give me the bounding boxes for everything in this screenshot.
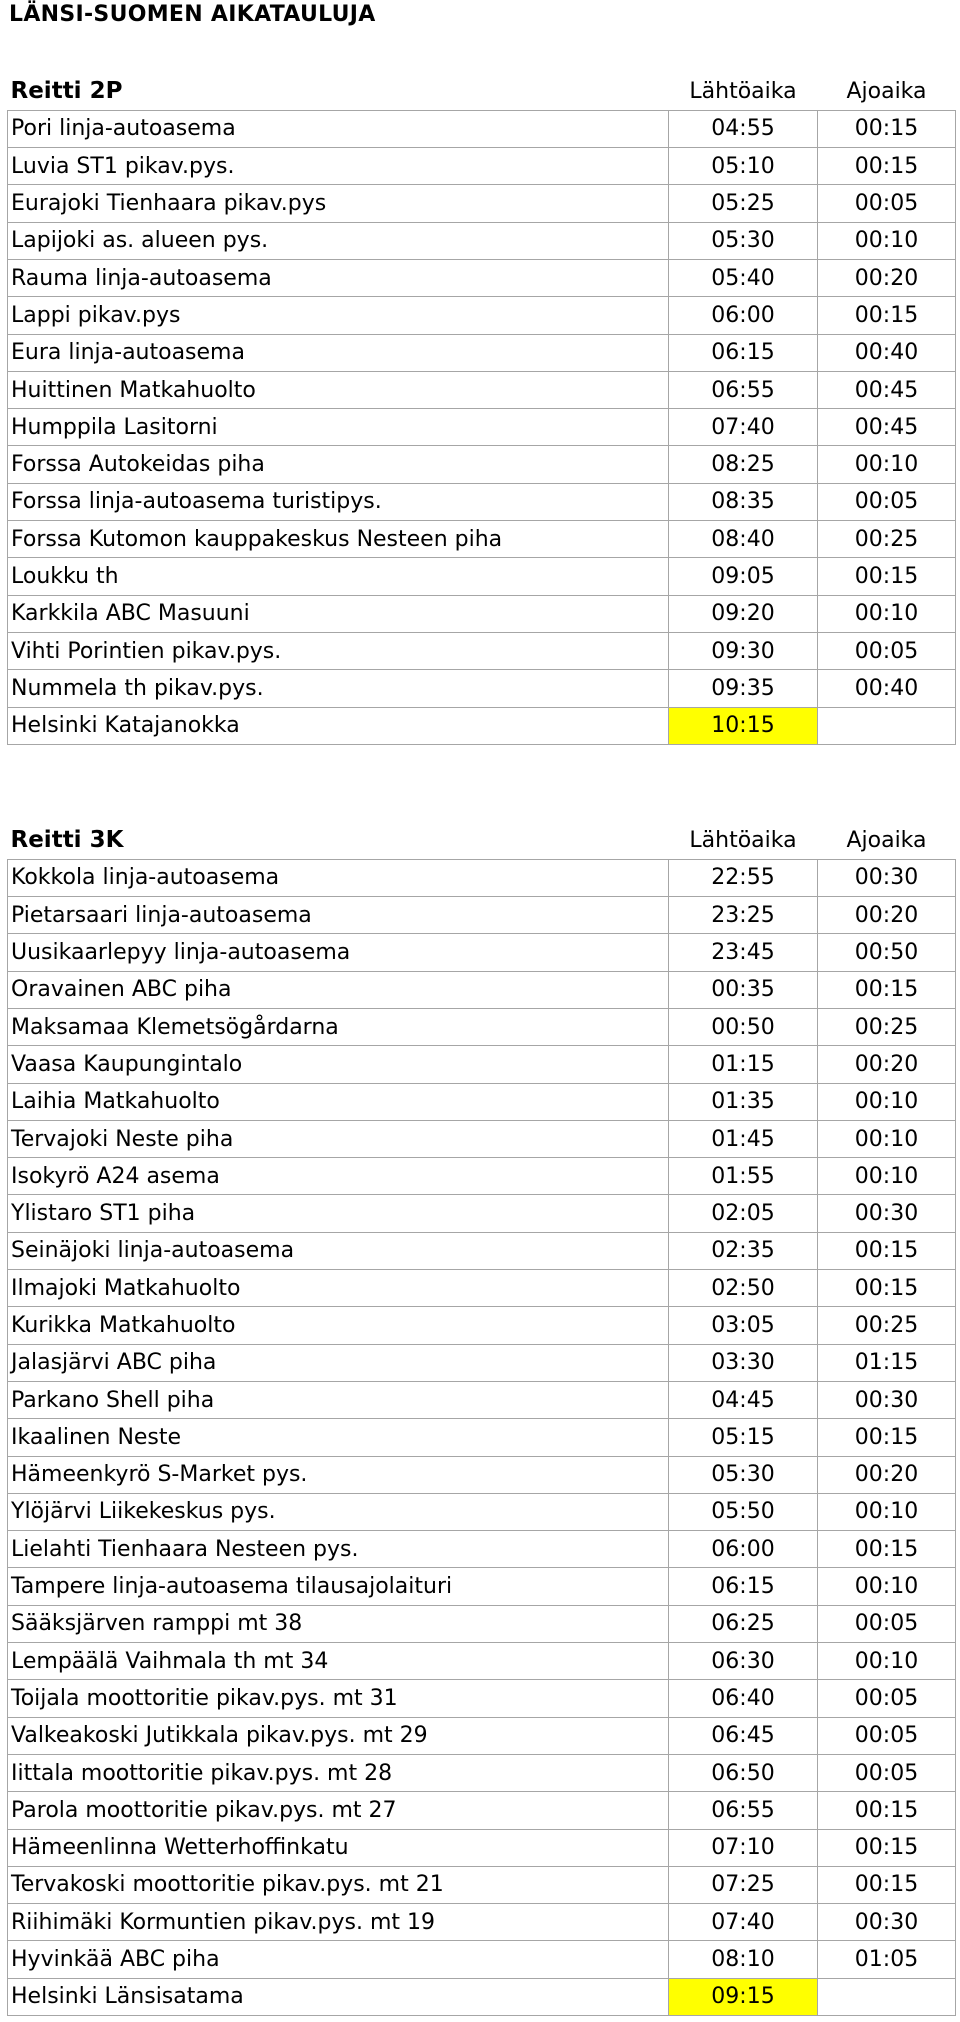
stop-name: Sääksjärven ramppi mt 38 (8, 1605, 669, 1642)
departure-time-header: Lähtöaika (689, 827, 797, 853)
travel-time: 00:15 (818, 1270, 956, 1307)
stop-name: Ylöjärvi Liikekeskus pys. (8, 1493, 669, 1530)
departure-time: 05:30 (669, 1456, 818, 1493)
table-row (8, 446, 956, 483)
departure-time: 04:45 (669, 1381, 818, 1418)
table-row (8, 259, 956, 296)
departure-time: 01:15 (669, 1046, 818, 1083)
stop-name: Lappi pikav.pys (8, 297, 669, 334)
departure-time: 23:25 (669, 897, 818, 934)
stop-name: Forssa Autokeidas piha (8, 446, 669, 483)
departure-time: 06:55 (669, 1792, 818, 1829)
stop-name: Huittinen Matkahuolto (8, 371, 669, 408)
travel-time: 00:10 (818, 1120, 956, 1157)
table-row (8, 1456, 956, 1493)
stop-name: Ikaalinen Neste (8, 1419, 669, 1456)
travel-time: 00:40 (818, 670, 956, 707)
stop-name: Nummela th pikav.pys. (8, 670, 669, 707)
table-row (8, 521, 956, 558)
travel-time: 00:05 (818, 1605, 956, 1642)
table-row (8, 185, 956, 222)
route-name: Reitti 3K (10, 827, 124, 854)
stop-name: Pietarsaari linja-autoasema (8, 897, 669, 934)
table-row (8, 558, 956, 595)
departure-time: 07:40 (669, 409, 818, 446)
departure-time: 07:10 (669, 1829, 818, 1866)
travel-time-header: Ajoaika (846, 827, 927, 853)
travel-time: 00:15 (818, 1419, 956, 1456)
table-row (8, 1493, 956, 1530)
travel-time: 00:10 (818, 446, 956, 483)
table-row (8, 595, 956, 632)
travel-time: 00:20 (818, 259, 956, 296)
table-row (8, 1195, 956, 1232)
departure-time: 08:35 (669, 483, 818, 520)
departure-time-header: Lähtöaika (689, 78, 797, 104)
travel-time: 01:05 (818, 1941, 956, 1978)
travel-time: 00:40 (818, 334, 956, 371)
stop-name: Valkeakoski Jutikkala pikav.pys. mt 29 (8, 1717, 669, 1754)
stop-name: Pori linja-autoasema (8, 110, 669, 147)
stop-name: Laihia Matkahuolto (8, 1083, 669, 1120)
departure-time: 23:45 (669, 934, 818, 971)
table-row (8, 483, 956, 520)
table-row (8, 1158, 956, 1195)
departure-time: 08:40 (669, 521, 818, 558)
table-row (8, 1941, 956, 1978)
table-row (8, 1531, 956, 1568)
table-row (8, 110, 956, 147)
departure-time: 01:45 (669, 1120, 818, 1157)
table-row (8, 707, 956, 744)
departure-time: 09:35 (669, 670, 818, 707)
departure-time: 06:00 (669, 297, 818, 334)
travel-time: 00:15 (818, 110, 956, 147)
stop-name: Loukku th (8, 558, 669, 595)
departure-time: 08:10 (669, 1941, 818, 1978)
route-name: Reitti 2P (10, 78, 123, 105)
departure-time: 06:15 (669, 334, 818, 371)
stop-name: Kurikka Matkahuolto (8, 1307, 669, 1344)
timetable (7, 822, 956, 2016)
table-row (8, 371, 956, 408)
table-row (8, 971, 956, 1008)
stop-name: Helsinki Länsisatama (8, 1978, 669, 2015)
table-row (8, 334, 956, 371)
travel-time: 00:50 (818, 934, 956, 971)
stop-name: Isokyrö A24 asema (8, 1158, 669, 1195)
departure-time: 09:05 (669, 558, 818, 595)
table-row (8, 1232, 956, 1269)
table-row (8, 670, 956, 707)
stop-name: Helsinki Katajanokka (8, 707, 669, 744)
travel-time: 00:30 (818, 1904, 956, 1941)
stop-name: Parkano Shell piha (8, 1381, 669, 1418)
departure-time: 10:15 (669, 707, 818, 744)
travel-time: 00:05 (818, 1754, 956, 1791)
departure-time: 05:15 (669, 1419, 818, 1456)
travel-time: 00:05 (818, 483, 956, 520)
travel-time: 00:10 (818, 1568, 956, 1605)
travel-time: 00:15 (818, 1829, 956, 1866)
stop-name: Hyvinkää ABC piha (8, 1941, 669, 1978)
stop-name: Maksamaa Klemetsögårdarna (8, 1008, 669, 1045)
travel-time: 00:15 (818, 1232, 956, 1269)
stop-name: Karkkila ABC Masuuni (8, 595, 669, 632)
departure-time: 09:30 (669, 632, 818, 669)
table-row (8, 1008, 956, 1045)
table-row (8, 1568, 956, 1605)
departure-time: 22:55 (669, 859, 818, 896)
stop-name: Ilmajoki Matkahuolto (8, 1270, 669, 1307)
travel-time: 00:10 (818, 222, 956, 259)
table-row (8, 1270, 956, 1307)
travel-time: 00:15 (818, 297, 956, 334)
timetable (7, 73, 956, 745)
travel-time: 00:15 (818, 1531, 956, 1568)
table-row (8, 1344, 956, 1381)
table-row (8, 1083, 956, 1120)
table-row (8, 1754, 956, 1791)
departure-time: 02:35 (669, 1232, 818, 1269)
stop-name: Hämeenlinna Wetterhoffinkatu (8, 1829, 669, 1866)
table-row (8, 1120, 956, 1157)
stop-name: Tervajoki Neste piha (8, 1120, 669, 1157)
departure-time: 05:10 (669, 148, 818, 185)
travel-time: 00:25 (818, 1008, 956, 1045)
departure-time: 06:40 (669, 1680, 818, 1717)
departure-time: 06:45 (669, 1717, 818, 1754)
departure-time: 06:55 (669, 371, 818, 408)
travel-time: 00:30 (818, 1195, 956, 1232)
departure-time: 06:00 (669, 1531, 818, 1568)
table-row (8, 297, 956, 334)
travel-time: 00:20 (818, 897, 956, 934)
table-header-row (8, 73, 956, 110)
travel-time: 00:10 (818, 1493, 956, 1530)
travel-time: 00:15 (818, 1792, 956, 1829)
table-row (8, 1605, 956, 1642)
stop-name: Lempäälä Vaihmala th mt 34 (8, 1643, 669, 1680)
stop-name: Forssa Kutomon kauppakeskus Nesteen piha (8, 521, 669, 558)
table-row (8, 222, 956, 259)
table-row (8, 1643, 956, 1680)
table-row (8, 1904, 956, 1941)
stop-name: Eurajoki Tienhaara pikav.pys (8, 185, 669, 222)
departure-time: 00:35 (669, 971, 818, 1008)
departure-time: 02:05 (669, 1195, 818, 1232)
table-row (8, 1717, 956, 1754)
stop-name: Iittala moottoritie pikav.pys. mt 28 (8, 1754, 669, 1791)
stop-name: Seinäjoki linja-autoasema (8, 1232, 669, 1269)
route-table-2p (7, 73, 955, 745)
travel-time: 00:15 (818, 148, 956, 185)
travel-time: 01:15 (818, 1344, 956, 1381)
departure-time: 08:25 (669, 446, 818, 483)
table-row (8, 1046, 956, 1083)
stop-name: Lielahti Tienhaara Nesteen pys. (8, 1531, 669, 1568)
travel-time: 00:30 (818, 1381, 956, 1418)
travel-time: 00:25 (818, 1307, 956, 1344)
table-row (8, 859, 956, 896)
travel-time: 00:45 (818, 371, 956, 408)
table-row (8, 1381, 956, 1418)
travel-time: 00:05 (818, 1680, 956, 1717)
stop-name: Rauma linja-autoasema (8, 259, 669, 296)
departure-time: 06:25 (669, 1605, 818, 1642)
travel-time: 00:45 (818, 409, 956, 446)
stop-name: Vihti Porintien pikav.pys. (8, 632, 669, 669)
stop-name: Forssa linja-autoasema turistipys. (8, 483, 669, 520)
table-header-row (8, 822, 956, 859)
travel-time: 00:10 (818, 1083, 956, 1120)
departure-time: 03:30 (669, 1344, 818, 1381)
table-row (8, 934, 956, 971)
departure-time: 05:50 (669, 1493, 818, 1530)
stop-name: Jalasjärvi ABC piha (8, 1344, 669, 1381)
table-row (8, 1680, 956, 1717)
table-row (8, 1307, 956, 1344)
stop-name: Kokkola linja-autoasema (8, 859, 669, 896)
table-row (8, 1866, 956, 1903)
stop-name: Vaasa Kaupungintalo (8, 1046, 669, 1083)
table-row (8, 1829, 956, 1866)
departure-time: 00:50 (669, 1008, 818, 1045)
departure-time: 07:40 (669, 1904, 818, 1941)
table-row (8, 1792, 956, 1829)
travel-time: 00:20 (818, 1456, 956, 1493)
travel-time: 00:05 (818, 185, 956, 222)
travel-time: 00:20 (818, 1046, 956, 1083)
travel-time: 00:15 (818, 971, 956, 1008)
table-row (8, 148, 956, 185)
travel-time: 00:10 (818, 1643, 956, 1680)
departure-time: 09:15 (669, 1978, 818, 2015)
departure-time: 06:50 (669, 1754, 818, 1791)
stop-name: Riihimäki Kormuntien pikav.pys. mt 19 (8, 1904, 669, 1941)
departure-time: 02:50 (669, 1270, 818, 1307)
stop-name: Eura linja-autoasema (8, 334, 669, 371)
travel-time: 00:05 (818, 632, 956, 669)
departure-time: 05:40 (669, 259, 818, 296)
travel-time: 00:25 (818, 521, 956, 558)
stop-name: Oravainen ABC piha (8, 971, 669, 1008)
stop-name: Parola moottoritie pikav.pys. mt 27 (8, 1792, 669, 1829)
stop-name: Humppila Lasitorni (8, 409, 669, 446)
travel-time (818, 707, 956, 744)
departure-time: 04:55 (669, 110, 818, 147)
stop-name: Hämeenkyrö S-Market pys. (8, 1456, 669, 1493)
travel-time: 00:30 (818, 859, 956, 896)
stop-name: Toijala moottoritie pikav.pys. mt 31 (8, 1680, 669, 1717)
stop-name: Luvia ST1 pikav.pys. (8, 148, 669, 185)
stop-name: Uusikaarlepyy linja-autoasema (8, 934, 669, 971)
document-title: LÄNSI-SUOMEN AIKATAULUJA (9, 2, 376, 27)
departure-time: 01:35 (669, 1083, 818, 1120)
table-row (8, 1978, 956, 2015)
travel-time: 00:05 (818, 1717, 956, 1754)
departure-time: 09:20 (669, 595, 818, 632)
travel-time: 00:15 (818, 1866, 956, 1903)
travel-time: 00:10 (818, 1158, 956, 1195)
route-table-3k (7, 822, 955, 2016)
table-row (8, 897, 956, 934)
travel-time-header: Ajoaika (846, 78, 927, 104)
table-row (8, 632, 956, 669)
travel-time (818, 1978, 956, 2015)
travel-time: 00:10 (818, 595, 956, 632)
departure-time: 01:55 (669, 1158, 818, 1195)
stop-name: Lapijoki as. alueen pys. (8, 222, 669, 259)
travel-time: 00:15 (818, 558, 956, 595)
departure-time: 06:15 (669, 1568, 818, 1605)
departure-time: 07:25 (669, 1866, 818, 1903)
departure-time: 06:30 (669, 1643, 818, 1680)
table-row (8, 1419, 956, 1456)
stop-name: Ylistaro ST1 piha (8, 1195, 669, 1232)
table-row (8, 409, 956, 446)
departure-time: 03:05 (669, 1307, 818, 1344)
departure-time: 05:25 (669, 185, 818, 222)
stop-name: Tervakoski moottoritie pikav.pys. mt 21 (8, 1866, 669, 1903)
departure-time: 05:30 (669, 222, 818, 259)
stop-name: Tampere linja-autoasema tilausajolaituri (8, 1568, 669, 1605)
